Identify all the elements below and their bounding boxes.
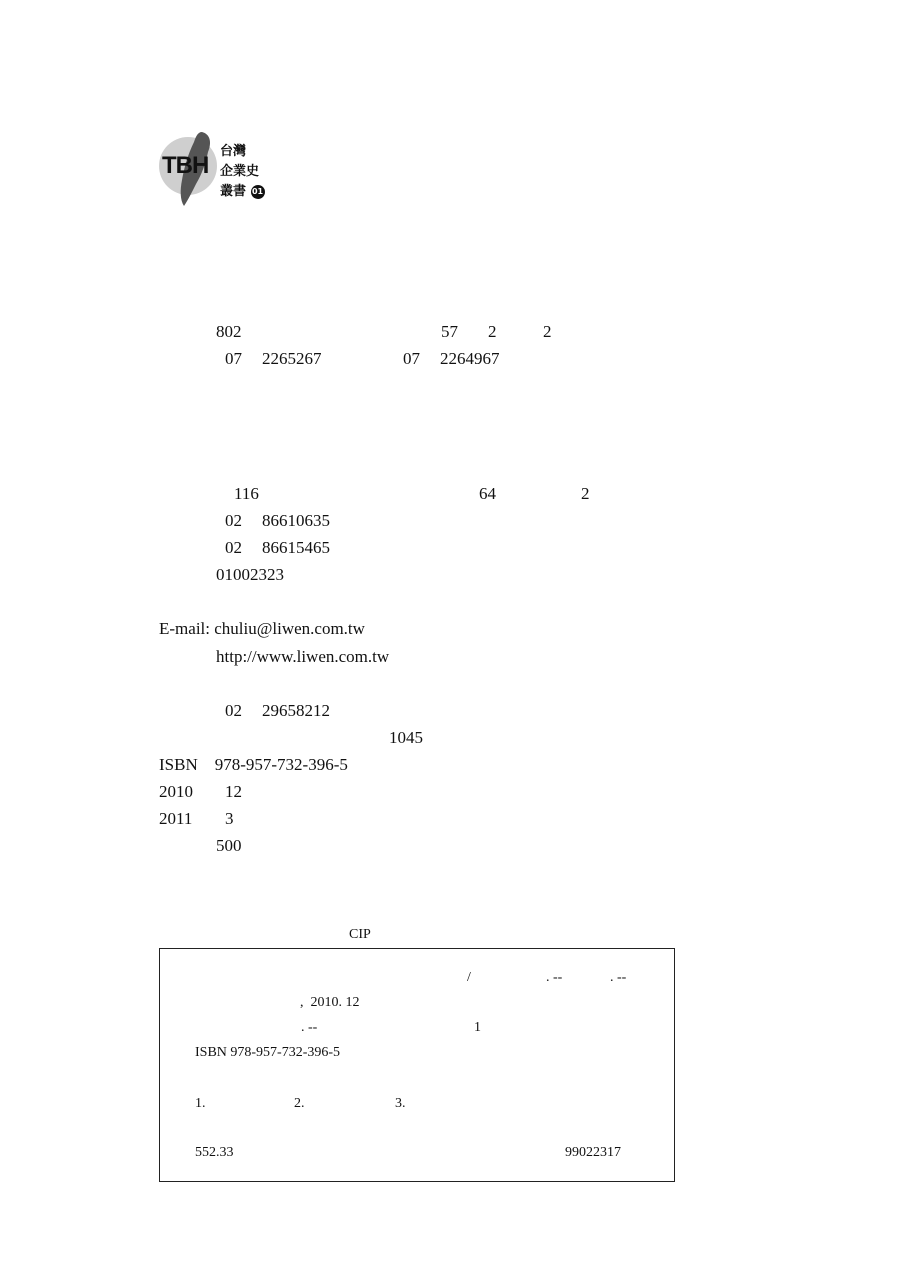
cip-pub-date: , 2010. 12 xyxy=(300,995,360,1010)
price: 500 xyxy=(216,836,242,855)
series-logo xyxy=(158,128,278,208)
distributor-fax-area: 02 xyxy=(225,538,242,557)
logo-line1: 台灣 xyxy=(220,144,247,159)
cip-dash3: . -- xyxy=(301,1020,318,1035)
cip-dash1: . -- xyxy=(546,970,563,985)
cip-isbn: ISBN 978-957-732-396-5 xyxy=(195,1045,341,1060)
publisher-addr-no2: 2 xyxy=(488,322,497,341)
publisher-tel-area: 07 xyxy=(225,349,242,368)
cip-dash2: . -- xyxy=(610,970,627,985)
publisher-addr-no3: 2 xyxy=(543,322,552,341)
email-link[interactable]: E-mail: chuliu@liwen.com.tw xyxy=(159,619,365,638)
cip-class-number: 552.33 xyxy=(195,1145,234,1160)
registration-number: 1045 xyxy=(389,728,423,747)
publisher-fax-area: 07 xyxy=(403,349,420,368)
logo-mark: TBH xyxy=(162,152,209,179)
cip-record-box xyxy=(159,948,675,1182)
publisher-postal: 802 xyxy=(216,322,242,341)
distributor-tel-area: 02 xyxy=(225,511,242,530)
website-link[interactable]: http://www.liwen.com.tw xyxy=(216,647,390,666)
distributor-fax: 86615465 xyxy=(262,538,330,557)
cip-subject-1: 1. xyxy=(195,1096,206,1111)
distributor-postal: 116 xyxy=(234,484,259,503)
edition1-month: 12 xyxy=(225,782,242,801)
printer-tel-area: 02 xyxy=(225,701,242,720)
cip-heading: CIP xyxy=(349,927,371,942)
isbn: ISBN 978-957-732-396-5 xyxy=(159,755,348,774)
logo-line2: 企業史 xyxy=(220,164,260,179)
logo-line3 xyxy=(220,180,265,199)
logo-line3-text: 叢書 xyxy=(220,184,247,199)
cip-slash: / xyxy=(467,970,471,985)
printer-tel: 29658212 xyxy=(262,701,330,720)
edition1-year: 2010 xyxy=(159,782,193,801)
cip-record-number: 99022317 xyxy=(565,1145,621,1160)
publisher-addr-no1: 57 xyxy=(441,322,458,341)
cip-subject-3: 3. xyxy=(395,1096,406,1111)
publisher-tel: 2265267 xyxy=(262,349,322,368)
cip-series-num: 1 xyxy=(474,1020,481,1035)
distributor-account: 01002323 xyxy=(216,565,284,584)
series-number-badge: 01 xyxy=(251,185,265,199)
cip-subject-2: 2. xyxy=(294,1096,305,1111)
edition2-year: 2011 xyxy=(159,809,193,828)
distributor-tel: 86610635 xyxy=(262,511,330,530)
distributor-addr-no2: 2 xyxy=(581,484,590,503)
edition2-month: 3 xyxy=(225,809,234,828)
distributor-addr-no1: 64 xyxy=(479,484,496,503)
publisher-fax: 2264967 xyxy=(440,349,500,368)
